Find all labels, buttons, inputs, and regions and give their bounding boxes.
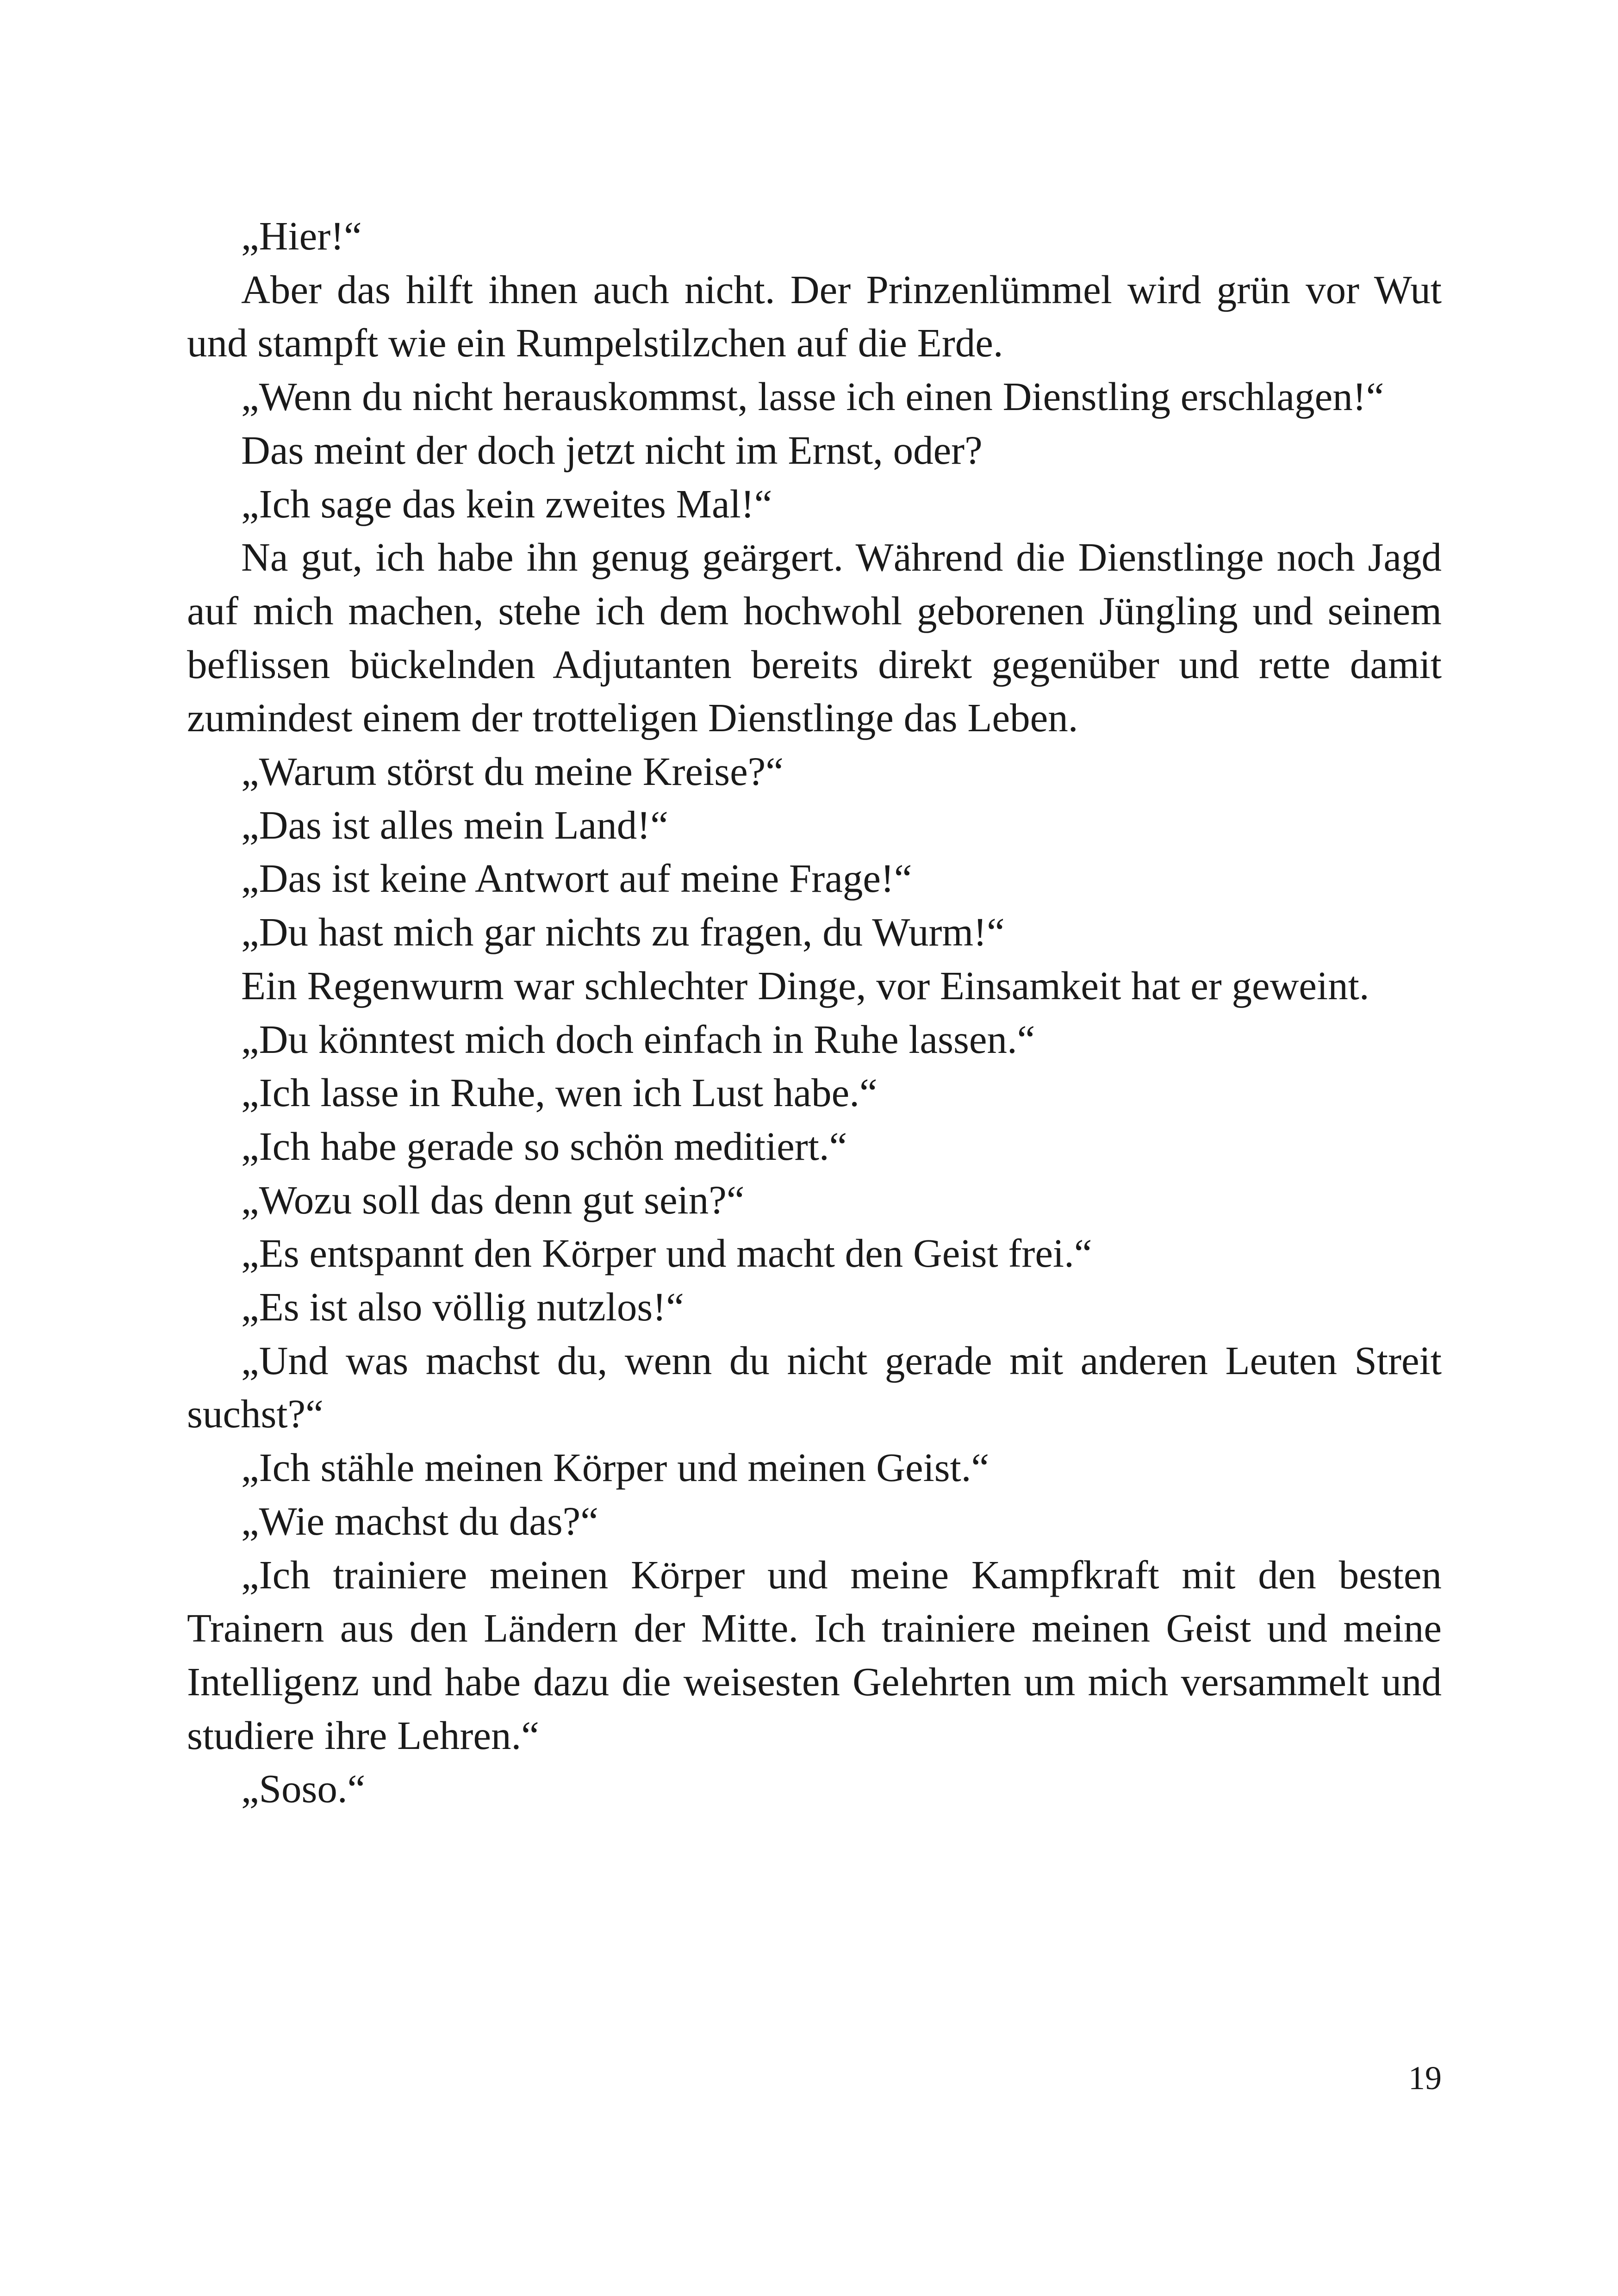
paragraph: „Ich stähle meinen Körper und meinen Geist.“ — [241, 1445, 989, 1490]
paragraph: „Das ist alles mein Land!“ — [241, 802, 668, 847]
paragraph: „Es entspannt den Körper und macht den Geist frei.“ — [241, 1231, 1092, 1276]
paragraph: „Du hast mich gar nichts zu fragen, du Wurm!“ — [241, 909, 1005, 955]
body-text — [187, 209, 1442, 1816]
paragraph: Na gut, ich habe ihn genug geärgert. Während die Dienstlinge noch Jagd auf mich machen, stehe ich dem hochwohl geborenen Jüngling und seinem beflissen bückelnden Adjutanten bereits direkt gegenüber und rette damit zumindest einem der trotteligen Dienstlinge das Leben. — [187, 535, 1442, 740]
paragraph: „Es ist also völlig nutzlos!“ — [241, 1284, 684, 1330]
paragraph: Das meint der doch jetzt nicht im Ernst, oder? — [241, 427, 983, 473]
paragraph: „Ich trainiere meinen Körper und meine Kampfkraft mit den besten Trainern aus den Ländern der Mitte. Ich trainiere meinen Geist und meine Intelligenz und habe dazu die weisesten Gelehrten um mich versammelt und studiere ihre Lehren.“ — [187, 1552, 1442, 1758]
paragraph: „Wozu soll das denn gut sein?“ — [241, 1177, 745, 1222]
page-number: 19 — [1408, 2060, 1442, 2097]
paragraph: „Soso.“ — [241, 1766, 366, 1811]
paragraph: „Ich habe gerade so schön meditiert.“ — [241, 1123, 847, 1169]
paragraph: „Ich lasse in Ruhe, wen ich Lust habe.“ — [241, 1070, 877, 1115]
paragraph: „Du könntest mich doch einfach in Ruhe lassen.“ — [241, 1016, 1035, 1062]
paragraph: Ein Regenwurm war schlechter Dinge, vor Einsamkeit hat er geweint. — [241, 963, 1369, 1008]
paragraph: „Wenn du nicht herauskommst, lasse ich einen Dienstling erschlagen!“ — [241, 374, 1384, 419]
paragraph: „Wie machst du das?“ — [241, 1498, 598, 1543]
paragraph: Aber das hilft ihnen auch nicht. Der Prinzenlümmel wird grün vor Wut und stampft wie ein Rumpelstilzchen auf die Erde. — [187, 267, 1442, 366]
paragraph: „Ich sage das kein zweites Mal!“ — [241, 481, 772, 526]
paragraph: „Das ist keine Antwort auf meine Frage!“ — [241, 856, 912, 901]
paragraph: „Und was machst du, wenn du nicht gerade mit anderen Leuten Streit suchst?“ — [187, 1338, 1442, 1437]
paragraph: „Hier!“ — [241, 213, 362, 258]
paragraph: „Warum störst du meine Kreise?“ — [241, 749, 784, 794]
